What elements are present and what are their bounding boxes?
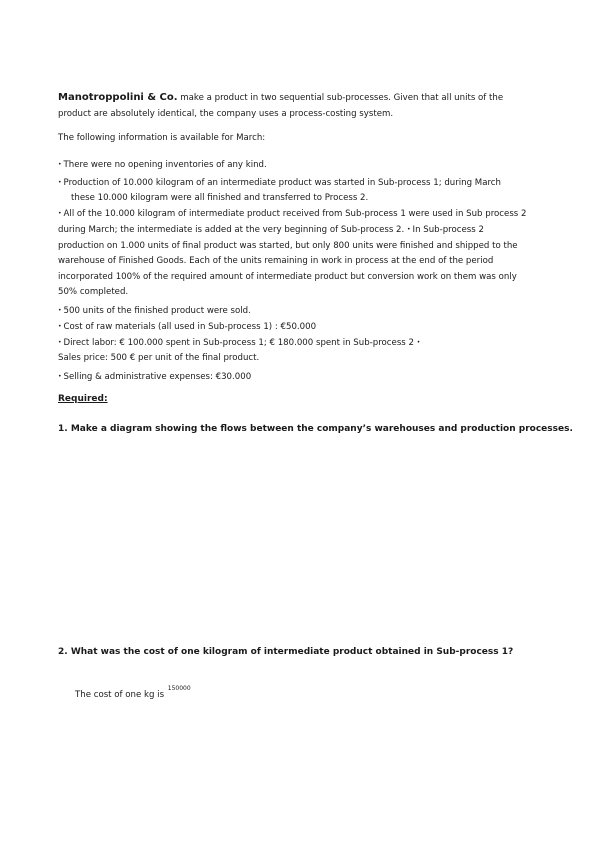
sales-price: Sales price: 500 € per unit of the final product. (58, 353, 260, 364)
bullet-text: Selling & administrative expenses: €30.000 (63, 372, 252, 382)
bullet-text: There were no opening inventories of any kind. (63, 160, 267, 170)
bullet-text: Direct labor: € 100.000 spent in Sub-process 1; € 180.000 spent in Sub-process 2 (63, 338, 414, 348)
bullet-text: All of the 10.000 kilogram of intermediate product received from Sub-process 1 were used in Sub process 2 during March; the intermediate is added at the very beginning of Sub-process 2. (58, 209, 527, 236)
company-name: Manotroppolini & Co. (58, 92, 178, 103)
intro-paragraph (58, 90, 538, 122)
question-2: 2. What was the cost of one kilogram of intermediate product obtained in Sub-process 1? (58, 647, 514, 657)
bullet-selling-expenses: • Selling & administrative expenses: €30.000 (58, 372, 252, 382)
bullet-text: In Sub-process 2 production on 1.000 units of final product was started, but only 800 units were finished and shipped to the warehouse of Finished Goods. Each of the units remaining in work in process at the end of the period incorporated 100% of the required amount of intermediate product but conversion work on them was only 50% completed. (58, 225, 518, 298)
intro-text: make a product in two sequential sub-processes. Given that all units of the product are absolutely identical, the company uses a process-costing system. (58, 93, 504, 119)
bullet-text: Production of 10.000 kilogram of an intermediate product was started in Sub-process 1; during March (63, 178, 501, 188)
answer-line (75, 685, 191, 700)
bullet-raw-materials: • Cost of raw materials (all used in Sub-process 1) : €50.000 (58, 322, 317, 332)
bullet-text-continued: these 10.000 kilogram were all finished and transferred to Process 2. (71, 193, 369, 204)
info-heading: The following information is available for March: (58, 133, 266, 143)
answer-text: The cost of one kg is (75, 690, 165, 700)
question-1: 1. Make a diagram showing the flows between the company’s warehouses and production processes. (58, 424, 573, 434)
required-label: Required: (58, 394, 108, 404)
bullet-sub2-usage: • All of the 10.000 kilogram of intermediate product received from Sub-process 1 were used in Sub process 2 during March; the intermediate is added at the very beginning of Sub-process 2. • In Sub-process 2 production on 1.000 units of final product was started, but only 800 units were finished and shipped to the warehouse of Finished Goods. Each of the units remaining in work in process at the end of the period incorporated 100% of the required amount of intermediate product but conversion work on them was only 50% completed. (58, 209, 527, 298)
bullet-no-inventories: • There were no opening inventories of any kind. (58, 160, 267, 170)
bullet-text: Cost of raw materials (all used in Sub-process 1) : €50.000 (63, 322, 317, 332)
bullet-units-sold: • 500 units of the finished product were sold. (58, 306, 251, 316)
bullet-production-sub1: • Production of 10.000 kilogram of an intermediate product was started in Sub-process 1; during March these 10.000 kilogram were all finished and transferred to Process 2. (58, 175, 530, 207)
bullet-text: 500 units of the finished product were sold. (63, 306, 251, 316)
answer-superscript: 150000 (167, 685, 191, 692)
bullet-direct-labor: • Direct labor: € 100.000 spent in Sub-process 1; € 180.000 spent in Sub-process 2 • Sales price: 500 € per unit of the final product. (58, 338, 421, 364)
